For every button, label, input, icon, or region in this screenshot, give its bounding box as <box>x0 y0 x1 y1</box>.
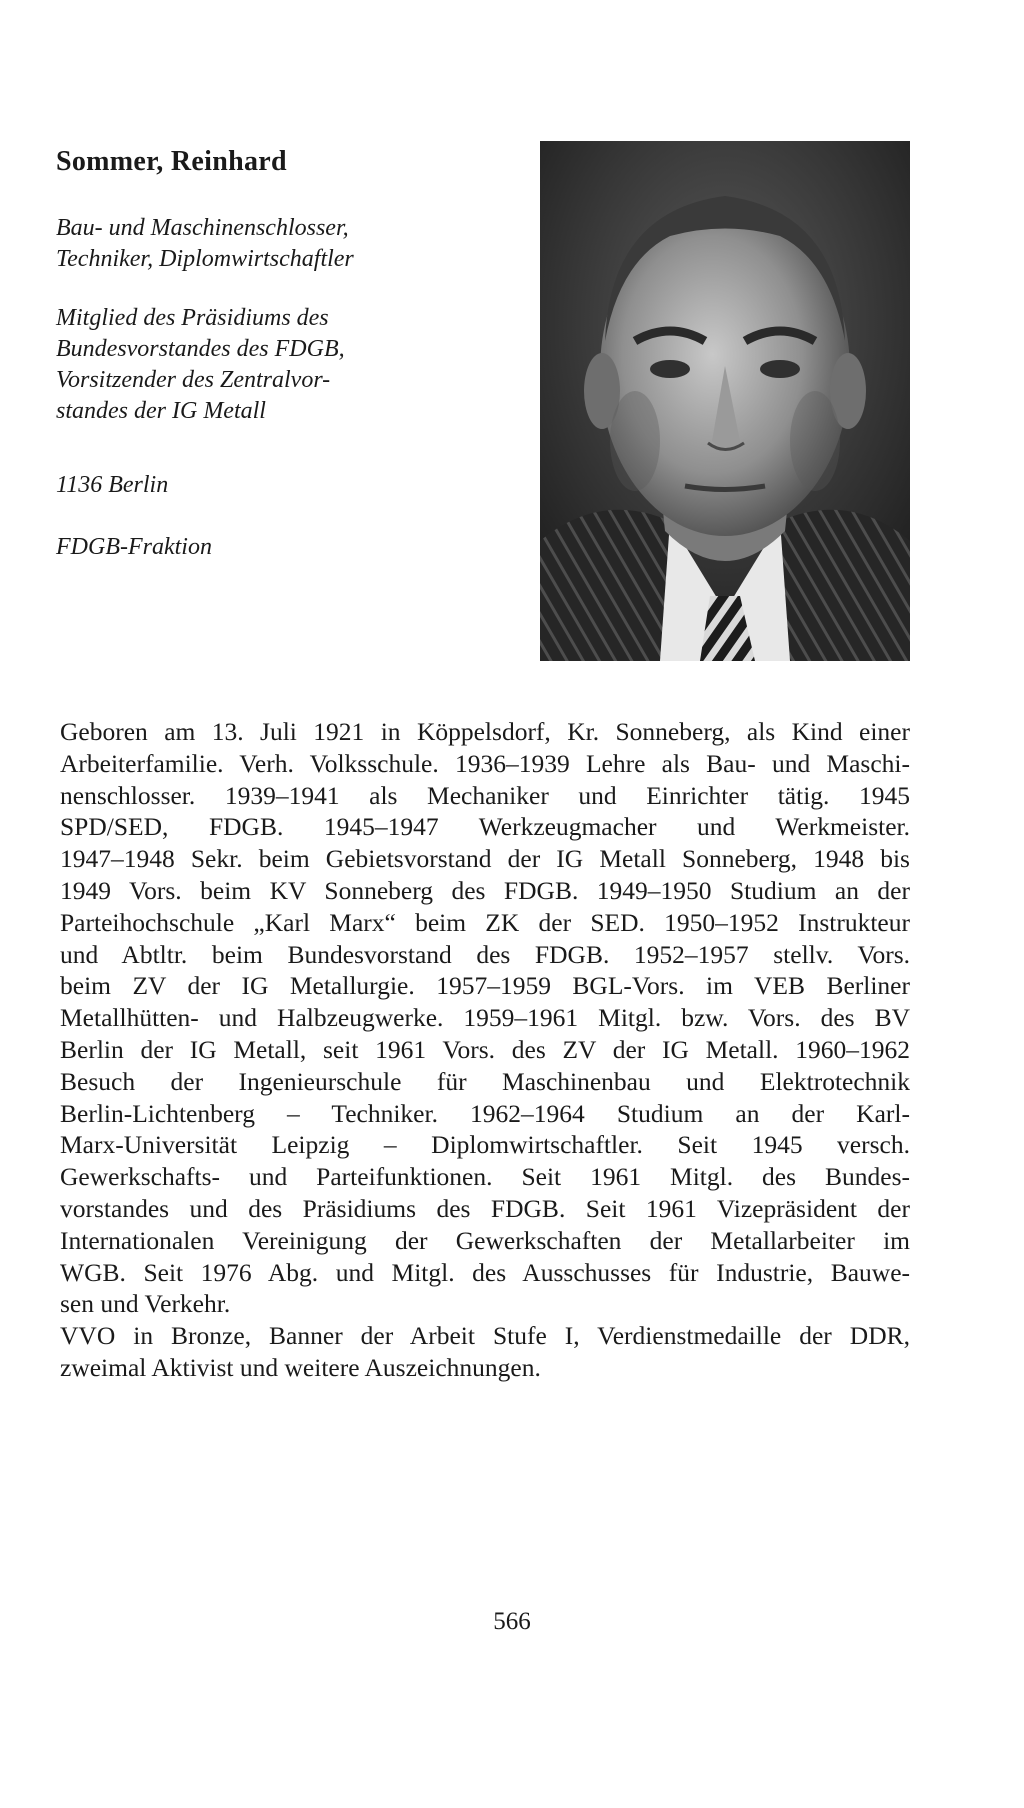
profession-line: Bau- und Maschinenschlosser, <box>56 215 349 241</box>
functions <box>56 303 345 427</box>
biography-line: Berlin-Lichtenberg – Techniker. 1962–1964 Studium an der Karl- <box>60 1098 910 1128</box>
address: 1136 Berlin <box>56 472 169 498</box>
function-line: Mitglied des Präsidiums des <box>56 305 329 331</box>
awards-line: VVO in Bronze, Banner der Arbeit Stufe I, Verdienstmedaille der DDR, <box>60 1321 910 1351</box>
professions <box>56 213 354 275</box>
biography-line: 1949 Vors. beim KV Sonneberg des FDGB. 1949–1950 Studium an der <box>60 875 910 905</box>
biography-line: beim ZV der IG Metallurgie. 1957–1959 BGL-Vors. im VEB Berliner <box>60 971 910 1001</box>
biography-line: Besuch der Ingenieurschule für Maschinenbau und Elektrotechnik <box>60 1066 910 1096</box>
function-line: standes der IG Metall <box>56 398 266 424</box>
biography-line: Marx-Universität Leipzig – Diplomwirtschaftler. Seit 1945 versch. <box>60 1130 910 1160</box>
biography-line: Arbeiterfamilie. Verh. Volksschule. 1936–1939 Lehre als Bau- und Maschi- <box>60 748 910 778</box>
biography <box>60 716 910 1384</box>
portrait-photo <box>540 141 910 661</box>
biography-line: Gewerkschafts- und Parteifunktionen. Seit 1961 Mitgl. des Bundes- <box>60 1162 910 1192</box>
profession-line: Techniker, Diplomwirtschaftler <box>56 246 354 272</box>
entry-name: Sommer, Reinhard <box>56 146 287 177</box>
biography-line: und Abtltr. beim Bundesvorstand des FDGB. 1952–1957 stellv. Vors. <box>60 939 910 969</box>
biography-line: SPD/SED, FDGB. 1945–1947 Werkzeugmacher und Werkmeister. <box>60 812 910 842</box>
function-line: Vorsitzender des Zentralvor- <box>56 367 331 393</box>
biography-line: WGB. Seit 1976 Abg. und Mitgl. des Ausschusses für Industrie, Bauwe- <box>60 1257 910 1287</box>
portrait-graphic <box>540 141 910 661</box>
awards-line: zweimal Aktivist und weitere Auszeichnungen. <box>60 1352 541 1382</box>
page-number: 566 <box>493 1608 531 1635</box>
biography-line: nenschlosser. 1939–1941 als Mechaniker und Einrichter tätig. 1945 <box>60 780 910 810</box>
biography-line: vorstandes und des Präsidiums des FDGB. Seit 1961 Vizepräsident der <box>60 1193 910 1223</box>
biography-line: Internationalen Vereinigung der Gewerkschaften der Metallarbeiter im <box>60 1225 910 1255</box>
biography-line: Berlin der IG Metall, seit 1961 Vors. des ZV der IG Metall. 1960–1962 <box>60 1034 910 1064</box>
biography-line: Parteihochschule „Karl Marx“ beim ZK der SED. 1950–1952 Instrukteur <box>60 907 910 937</box>
biography-line: Geboren am 13. Juli 1921 in Köppelsdorf, Kr. Sonneberg, als Kind einer <box>60 717 910 746</box>
function-line: Bundesvorstandes des FDGB, <box>56 336 345 362</box>
biography-line: Metallhütten- und Halbzeugwerke. 1959–1961 Mitgl. bzw. Vors. des BV <box>60 1003 910 1033</box>
faction: FDGB-Fraktion <box>56 534 212 560</box>
biography-line: 1947–1948 Sekr. beim Gebietsvorstand der IG Metall Sonneberg, 1948 bis <box>60 844 910 874</box>
biography-line: sen und Verkehr. <box>60 1289 231 1319</box>
